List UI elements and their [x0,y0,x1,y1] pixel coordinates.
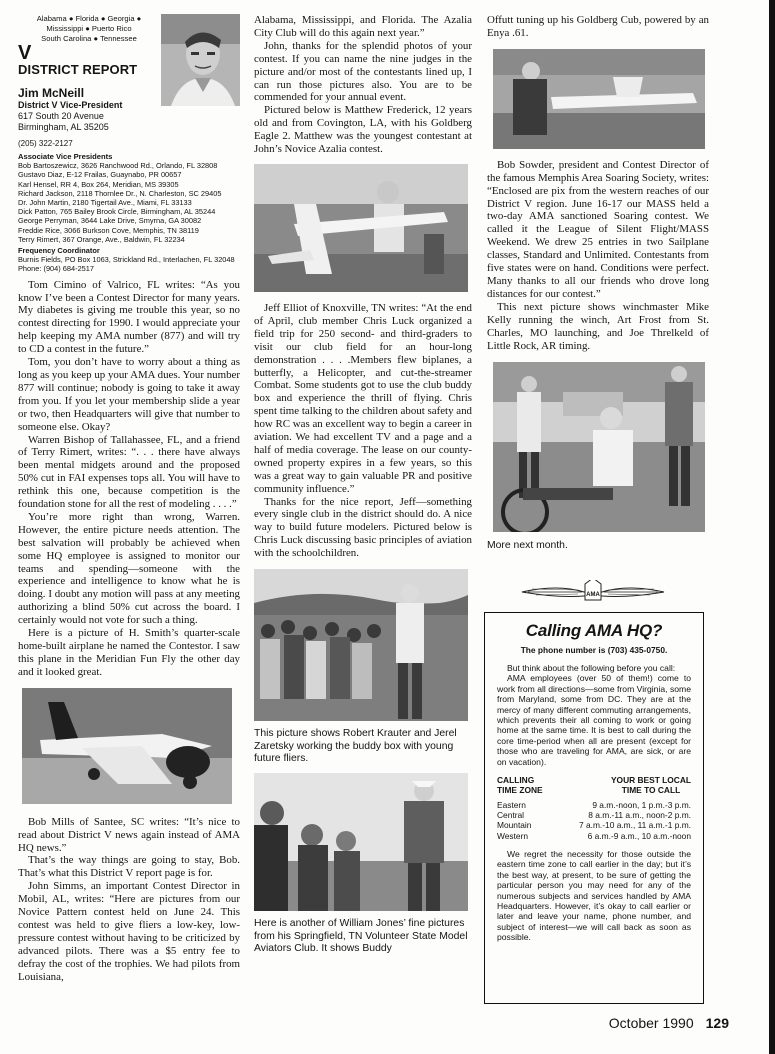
hq-intro-text: But think about the following before you call: [507,663,676,673]
column-left-text [18,279,240,679]
states-line-2: South Carolina ● Tennessee [41,34,137,43]
column-middle [254,14,472,956]
paragraph: Bob Mills of Santee, SC writes: “It’s nice to read about District V news again instead of AMA HQ news.” [18,815,240,854]
photo-chris-luck-schoolchildren [254,569,468,721]
page-footer [609,1015,729,1031]
paragraph: Thanks for the nice report, Jeff—something every single club in the district should do. A nice way to build future modelers. Pictured below is Chris Luck discussing basic principles of aviation with the schoolchildren. [254,495,472,560]
hq-box-title: Calling AMA HQ? [525,621,663,640]
tz-time: 6 a.m.-9 a.m., 10 a.m.-noon [587,830,691,841]
photo-buddy-box-fliers [254,773,468,911]
photo-soaring-winch [493,362,705,532]
frequency-coordinator [18,246,240,274]
freq-phone: Phone: (904) 684-2517 [18,264,95,274]
tz-header-left-1: CALLING [497,775,535,786]
paragraph: Tom, you don’t have to worry about a thing as long as you keep up your AMA dues. Your number 877 will continue; nobody is going to take it away from you. If you let your membership slide a year or two, then Headquarters will give that number to someone else. Okay? [18,356,240,433]
more-next-month: More next month. [487,540,568,552]
photo-offutt-goldberg-cub [493,49,705,149]
time-zone-table [497,800,691,841]
tz-header-right-1: YOUR BEST LOCAL [610,775,691,786]
paragraph: John, thanks for the splendid photos of your contest. If you can name the nine judges in the picture and/or most of the contestants lined up, I can run those pictures also. You are to be commended for your annual event. [254,39,472,104]
paragraph: Jeff Elliot of Knoxville, TN writes: “At the end of April, club member Chris Luck organized a field trip for 250 second- and third-graders to visit our club field for an hour-long demonstration . . . .Members flew biplanes, a butterfly, a Helicopter, and cut-the-streamer Combat. Some students got to use the club buddy box and experience the thrill of flying. Chris spent time talking to the children about safety and how RC was an excellent way to begin a career in aviation. We had excellent TV and a page and a half of media coverage. The lease on our county-owned property expires in a few years, so this was a great way to gain valuable PR and positive community influence.” [254,301,472,495]
associate-vp-line: Gustavo Diaz, E-12 Frailas, Guaynabo, PR 00657 [18,170,182,180]
paragraph: Warren Bishop of Tallahassee, FL, and a friend of Terry Rimert, writes: “. . . there have always been mental midgets around and the proposed 50% cut in FAI expenses tops all. You will have to rethink this one, because competition is the foundation stone for all the rest of modeling . . . .” [18,433,240,511]
paragraph: Bob Sowder, president and Contest Director of the famous Memphis Area Soaring Society, writes: “Enclosed are pix from the western reaches of our District V region. June 16-17 our MASS held a two-day AMA sanctioned Soaring contest. We called it the League of Silent Flight/MASS Weekend. We drew 25 entries in two Sailplane classes, Standard and Unlimited. Contestants from five states were on hand. Conditions were perfect. Many thanks to all our friends who drove long distances for our contest.” [487,158,709,300]
vp-address-line-2: Birmingham, AL 35205 [18,122,109,132]
tz-zone: Western [497,830,529,841]
hq-closing [497,849,691,943]
tz-row [497,820,691,830]
vp-address-line-1: 617 South 20 Avenue [18,111,104,121]
vp-name: Jim McNeill [18,86,85,100]
report-title: DISTRICT REPORT [18,62,138,77]
tz-header-right-2: TIME TO CALL [621,785,681,796]
tz-time: 7 a.m.-10 a.m., 11 a.m.-1 p.m. [578,820,691,831]
associate-vp-line: Karl Hensel, RR 4, Box 264, Meridian, MS 39305 [18,179,179,189]
associate-vp-list [18,152,240,244]
states-line-1: Alabama ● Florida ● Georgia ● Mississippi ● Puerto Rico [36,14,142,33]
associate-vp-line: Dick Patton, 765 Bailey Brook Circle, Birmingham, AL 35244 [18,207,216,217]
tz-zone: Mountain [497,820,532,831]
hq-intro [497,663,691,767]
photo-caption: Here is another of William Jones’ fine pictures from his Springfield, TN Volunteer State Model Aviators Club. It shows Buddy [254,918,468,955]
column-middle-text-2 [254,302,472,560]
issue-date: October 1990 [608,1015,694,1031]
paragraph: That’s the way things are going to stay, Bob. That’s what this District V report page is for. [18,854,240,880]
associate-vp-line: Terry Rimert, 367 Orange, Ave., Baldwin, FL 32234 [18,234,185,244]
district-letter: V [18,42,32,64]
tz-zone: Central [497,810,524,821]
hq-closing-text: We regret the necessity for those outside the eastern time zone to call earlier in the day; but it’s the best way, at present, to be sure of getting the particular person you may need for any of the numerous subjects and services handled by AMA Headquarters. However, it’s okay to call earlier or later and leave your name, phone number, and subject of interest—we will call back as soon as possible. [497,848,691,943]
ama-wings-logo [518,580,668,604]
hq-body-text: AMA employees (over 50 of them!) come to work from all directions—some from Virginia, some from Maryland, some from DC. They are at the mercy of many different commuting arrangements, which prevents their all coming to work or going home at the same time. It is best to call during the core time-period when all are present (except for those who are traveling for AMA, are sick, or are on vacation). [497,673,691,767]
vp-portrait-photo [161,14,240,106]
vp-phone: (205) 322-2127 [18,139,73,148]
paragraph: This next picture shows winchmaster Mike Kelly running the winch, Art Frost from St. Charles, MO launching, and Joe Threlkeld of Little Rock, AR timing. [487,300,709,352]
page-number: 129 [705,1015,729,1031]
photo-contestor-airplane [22,688,232,804]
freq-heading: Frequency Coordinator [18,246,100,256]
paragraph: Here is a picture of H. Smith’s quarter-scale home-built airplane he named the Contestor. I saw this plane in the Meridian Fun Fly the other day and it looked great. [18,627,240,678]
tz-row [497,800,691,810]
tz-zone: Eastern [497,800,526,811]
freq-line: Burnis Fields, PO Box 1063, Strickland Rd., Interlachen, FL 32048 [18,255,235,265]
photo-matthew-frederick-eagle [254,164,468,292]
associate-vp-heading: Associate Vice Presidents [18,152,113,161]
associate-vp-line: Bob Bartoszewicz, 3626 Ranchwood Rd., Orlando, FL 32808 [18,161,218,171]
tz-time: 8 a.m.-11 a.m., noon-2 p.m. [588,810,691,821]
calling-ama-hq-box [484,612,704,1004]
column-left [18,14,240,984]
associate-vp-line: Richard Jackson, 2118 Thornlee Dr., N. Charleston, SC 29405 [18,188,222,198]
photo-caption: This picture shows Robert Krauter and Jerel Zaretsky working the buddy box with young future fliers. [254,728,457,764]
tz-row [497,810,691,820]
tz-row [497,831,691,841]
column-right-text-2 [487,159,709,353]
column-right-text [487,14,709,40]
vp-title: District V Vice-President [18,100,123,110]
column-left-text-2 [18,816,240,984]
paragraph: You’re more right than wrong, Warren. However, the entire picture needs attention. The best salvation will probably be achieved when some HQ employee is assigned to monitor our teams and spending—someone with the experience and intelligence to know what he is doing. I doubt any motion will pass at any meeting authorizing a blind 50% cut across the board. I certainly would not vote for such a thing. [18,510,240,627]
associate-vp-line: Freddie Rice, 3066 Burkson Cove, Memphis, TN 38119 [18,225,199,235]
column-right [487,14,709,553]
paragraph: Pictured below is Matthew Frederick, 12 years old and from Covington, LA, with his Goldberg Eagle 2. Matthew was the youngest contestant at John’s Novice Azalia contest. [254,104,472,156]
associate-vp-line: Dr. John Martin, 2180 Tigertail Ave., Miami, FL 33133 [18,198,192,208]
column-middle-text [254,14,472,156]
paragraph: Offutt tuning up his Goldberg Cub, powered by an Enya .61. [487,14,709,39]
associate-vp-line: George Perryman, 3644 Lake Drive, Smyrna, GA 30082 [18,216,202,226]
paragraph: Tom Cimino of Valrico, FL writes: “As you know I’ve been a Contest Director for many years. My diabetes is giving me trouble this year, so no contest directing for 1990. I would appreciate your help keeping my AMA number (877) and will try to CD a contest in the future.” [18,278,240,356]
tz-time: 9 a.m.-noon, 1 p.m.-3 p.m. [592,800,691,811]
district-header [18,44,240,133]
time-zone-header [497,775,691,795]
tz-header-left-2: TIME ZONE [497,785,543,796]
ama-logo-text: AMA [586,592,600,598]
hq-phone-number: The phone number is (703) 435-0750. [520,645,668,655]
paragraph: John Simms, an important Contest Director in Mobil, AL, writes: “Here are pictures from our Novice Pattern contest held on June 24. This contest was held to give fliers a low-key, low-pressure contest without having to be criticized by advanced pilots. There was a $5 entry fee to defray the cost of the trophies. We had pilots from Louisiana, [18,880,240,983]
paragraph: Alabama, Mississippi, and Florida. The Azalia City Club will do this again next year.” [254,14,472,39]
